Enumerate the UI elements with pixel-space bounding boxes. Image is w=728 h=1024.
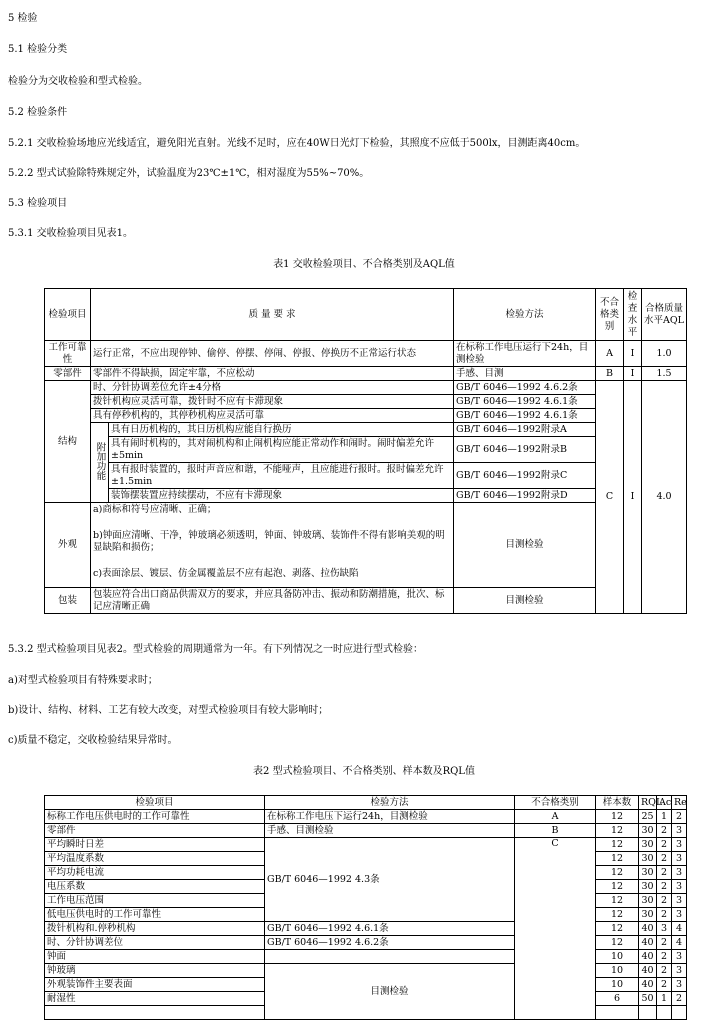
t2-re: 3 xyxy=(672,950,687,964)
t2-item: 平均瞬时日差 xyxy=(45,838,265,852)
t2-item: 时、分针协调差位 xyxy=(45,936,265,950)
t1-head-method: 检验方法 xyxy=(454,289,596,341)
t2-item: 工作电压范围 xyxy=(45,894,265,908)
t2-n: 12 xyxy=(596,824,639,838)
t2-head-cat: 不合格类别 xyxy=(515,796,596,810)
t1-head-req: 质 量 要 求 xyxy=(91,289,454,341)
t2-item: 拨针机构和.停秒机构 xyxy=(45,922,265,936)
t1-parts-item: 零部件 xyxy=(45,367,91,381)
text-5-3-2-c: c)质量不稳定，交收检验结果异常时。 xyxy=(8,735,178,746)
heading-5-3: 5.3 检验项目 xyxy=(8,198,68,209)
t1-sub-method-1: GB/T 6046—1992附录B xyxy=(454,437,596,463)
t2-head-method: 检验方法 xyxy=(265,796,515,810)
t1-sub-req-1: 具有闹时机构的，其对闹机构和止闹机构应能正常动作和闹时。闹时偏差允许±5min xyxy=(109,437,454,463)
text-5-2-2: 5.2.2 型式试验除特殊规定外，试验温度为23℃±1℃，相对湿度为55%~70%。 xyxy=(8,168,370,179)
t2-item: 外观装饰件主要表面 xyxy=(45,978,265,992)
t2-rql: 40 xyxy=(639,950,657,964)
t2-item: 电压系数 xyxy=(45,880,265,894)
t1-group-cat: C xyxy=(596,381,624,614)
t2-item: 耐湿性 xyxy=(45,992,265,1006)
t2-rql: 30 xyxy=(639,866,657,880)
t1-work-aql: 1.0 xyxy=(642,341,687,367)
t1-appearance-c: c)表面涂层、镀层、仿金属覆盖层不应有起泡、剥落、拉伤缺陷 xyxy=(93,568,359,579)
t1-parts-req: 零部件不得缺损，固定牢靠，不应松动 xyxy=(91,367,454,381)
t1-struct-method-0: GB/T 6046—1992 4.6.2条 xyxy=(454,381,596,395)
table1 xyxy=(44,288,687,614)
t1-sub-method-2: GB/T 6046—1992附录C xyxy=(454,463,596,489)
t2-item: 平均功耗电流 xyxy=(45,866,265,880)
t1-work-level: I xyxy=(624,341,642,367)
t2-n xyxy=(596,1006,639,1020)
table2-caption: 表2 型式检验项目、不合格类别、样本数及RQL值 xyxy=(253,766,475,777)
t2-re: 3 xyxy=(672,894,687,908)
t2-item: 钟玻璃 xyxy=(45,964,265,978)
table-row xyxy=(45,810,687,824)
table-row xyxy=(45,824,687,838)
t1-parts-level: I xyxy=(624,367,642,381)
t2-n: 12 xyxy=(596,838,639,852)
t1-struct-req-1: 拨针机构应灵活可靠，拨针时不应有卡滞现象 xyxy=(91,395,454,409)
t2-item xyxy=(45,1006,265,1020)
table-row xyxy=(45,838,687,852)
t1-appearance-b: b)钟面应清晰、干净，钟玻璃必须透明，钟面、钟玻璃、装饰件不得有影响美观的明显缺陷和损伤； xyxy=(93,530,445,553)
t2-rql: 30 xyxy=(639,824,657,838)
t2-n: 12 xyxy=(596,852,639,866)
t2-n: 12 xyxy=(596,880,639,894)
t2-n: 12 xyxy=(596,936,639,950)
t2-rql xyxy=(639,1006,657,1020)
t2-group-method-43: GB/T 6046—1992 4.3条 xyxy=(265,838,515,922)
t1-parts-method: 手感、目测 xyxy=(454,367,596,381)
t2-rql: 40 xyxy=(639,964,657,978)
t2-method: GB/T 6046—1992 4.6.2条 xyxy=(265,936,515,950)
t2-item: 零部件 xyxy=(45,824,265,838)
t2-re: 3 xyxy=(672,852,687,866)
t2-n: 10 xyxy=(596,978,639,992)
t2-rql: 40 xyxy=(639,936,657,950)
t2-re: 3 xyxy=(672,978,687,992)
t2-ac xyxy=(657,1006,672,1020)
t2-n: 12 xyxy=(596,866,639,880)
t2-ac: 2 xyxy=(657,908,672,922)
t1-struct-sub-text: 附加功能 xyxy=(94,441,106,480)
t2-cat: A xyxy=(515,810,596,824)
t2-rql: 30 xyxy=(639,894,657,908)
t1-sub-req-3: 装饰摆装置应持续摆动，不应有卡滞现象 xyxy=(109,489,454,503)
t1-sub-req-2: 具有报时装置的，报时声音应和谐，不能哑声，且应能进行报时。报时偏差允许±1.5min xyxy=(109,463,454,489)
t2-ac: 1 xyxy=(657,810,672,824)
t2-group-cat-c: C xyxy=(515,838,596,1020)
heading-5: 5 检验 xyxy=(8,13,38,24)
t2-ac: 2 xyxy=(657,950,672,964)
t1-head-level: 检查水平 xyxy=(624,289,642,341)
t1-sub-method-0: GB/T 6046—1992附录A xyxy=(454,423,596,437)
t2-item: 平均温度系数 xyxy=(45,852,265,866)
t2-rql: 30 xyxy=(639,908,657,922)
t2-cat: B xyxy=(515,824,596,838)
t1-group-level: I xyxy=(624,381,642,614)
text-5-1: 检验分为交收检验和型式检验。 xyxy=(8,76,148,87)
t1-appearance-req xyxy=(91,503,454,588)
t1-group-aql: 4.0 xyxy=(642,381,687,614)
t2-group-method-visual: 目测检验 xyxy=(265,964,515,1020)
t2-ac: 2 xyxy=(657,936,672,950)
t2-n: 12 xyxy=(596,922,639,936)
t2-ac: 2 xyxy=(657,824,672,838)
t1-appearance-method: 目测检验 xyxy=(454,503,596,588)
t1-appearance-item: 外观 xyxy=(45,503,91,588)
t1-sub-req-0: 具有日历机构的，其日历机构应能自行换历 xyxy=(109,423,454,437)
t2-item: 标称工作电压供电时的工作可靠性 xyxy=(45,810,265,824)
t2-n: 12 xyxy=(596,894,639,908)
t2-method: GB/T 6046—1992 4.6.1条 xyxy=(265,922,515,936)
t1-head-item: 检验项目 xyxy=(45,289,91,341)
t2-rql: 40 xyxy=(639,922,657,936)
t1-work-cat: A xyxy=(596,341,624,367)
t2-head-rql: RQL xyxy=(639,796,657,810)
t1-appearance-a: a)商标和符号应清晰、正确； xyxy=(93,504,217,515)
t2-item: 钟面 xyxy=(45,950,265,964)
t2-ac: 2 xyxy=(657,880,672,894)
t2-item: 低电压供电时的工作可靠性 xyxy=(45,908,265,922)
t2-ac: 2 xyxy=(657,866,672,880)
t2-n: 12 xyxy=(596,908,639,922)
t2-rql: 40 xyxy=(639,978,657,992)
t2-method: 手感、目测检验 xyxy=(265,824,515,838)
t1-sub-method-3: GB/T 6046—1992附录D xyxy=(454,489,596,503)
heading-5-1: 5.1 检验分类 xyxy=(8,44,68,55)
t1-struct-sub-label xyxy=(91,423,109,503)
t1-work-method: 在标称工作电压运行下24h，目测检验 xyxy=(454,341,596,367)
t2-head-item: 检验项目 xyxy=(45,796,265,810)
t2-re: 3 xyxy=(672,880,687,894)
t2-ac: 2 xyxy=(657,964,672,978)
t2-re: 4 xyxy=(672,922,687,936)
t1-struct-req-2: 具有停秒机构的，其停秒机构应灵活可靠 xyxy=(91,409,454,423)
text-5-3-2-b: b)设计、结构、材料、工艺有较大改变，对型式检验项目有较大影响时； xyxy=(8,705,329,716)
t1-struct-method-2: GB/T 6046—1992 4.6.1条 xyxy=(454,409,596,423)
t2-ac: 1 xyxy=(657,992,672,1006)
t2-rql: 30 xyxy=(639,838,657,852)
t2-n: 10 xyxy=(596,964,639,978)
t1-work-req: 运行正常，不应出现停钟、偷停、停摆、停闹、停报、停换历不正常运行状态 xyxy=(91,341,454,367)
t2-head-ac: Ac xyxy=(657,796,672,810)
t2-re: 3 xyxy=(672,964,687,978)
text-5-3-1: 5.3.1 交收检验项目见表1。 xyxy=(8,228,133,239)
t2-re: 3 xyxy=(672,824,687,838)
t2-head-n: 样本数 xyxy=(596,796,639,810)
text-5-2-1: 5.2.1 交收检验场地应光线适宜，避免阳光直射。光线不足时，应在40W日光灯下检验，其照度不应低于500lx，目测距离40cm。 xyxy=(8,138,586,149)
t2-ac: 2 xyxy=(657,894,672,908)
t2-rql: 25 xyxy=(639,810,657,824)
table2 xyxy=(44,795,687,1020)
t1-work-item: 工作可靠性 xyxy=(45,341,91,367)
t2-rql: 30 xyxy=(639,852,657,866)
t1-pack-method: 目测检验 xyxy=(454,588,596,614)
text-5-3-2-a: a)对型式检验项目有特殊要求时； xyxy=(8,675,158,686)
t2-method xyxy=(265,950,515,964)
t2-re: 3 xyxy=(672,908,687,922)
t2-rql: 50 xyxy=(639,992,657,1006)
t1-parts-aql: 1.5 xyxy=(642,367,687,381)
t1-parts-cat: B xyxy=(596,367,624,381)
t2-rql: 30 xyxy=(639,880,657,894)
t2-n: 6 xyxy=(596,992,639,1006)
t1-head-cat: 不合格类别 xyxy=(596,289,624,341)
t2-re: 2 xyxy=(672,810,687,824)
t1-pack-item: 包装 xyxy=(45,588,91,614)
table1-caption: 表1 交收检验项目、不合格类别及AQL值 xyxy=(273,259,455,270)
t2-n: 12 xyxy=(596,810,639,824)
t2-method: 在标称工作电压下运行24h，目测检验 xyxy=(265,810,515,824)
t1-struct-req-0: 时、分针协调差位允许±4分格 xyxy=(91,381,454,395)
t2-ac: 2 xyxy=(657,852,672,866)
t2-re: 2 xyxy=(672,992,687,1006)
t2-head-re: Re xyxy=(672,796,687,810)
t2-ac: 2 xyxy=(657,978,672,992)
heading-5-2: 5.2 检验条件 xyxy=(8,107,68,118)
t1-head-aql: 合格质量水平AQL xyxy=(642,289,687,341)
t2-ac: 3 xyxy=(657,922,672,936)
t2-ac: 2 xyxy=(657,838,672,852)
text-5-3-2: 5.3.2 型式检验项目见表2。型式检验的周期通常为一年。有下列情况之一时应进行型式检验： xyxy=(8,644,423,655)
t2-n: 10 xyxy=(596,950,639,964)
t1-pack-req: 包装应符合出口商品供需双方的要求，并应具备防冲击、振动和防潮措施，批次、标记应清晰正确 xyxy=(91,588,454,614)
t1-struct-method-1: GB/T 6046—1992 4.6.1条 xyxy=(454,395,596,409)
t2-re: 3 xyxy=(672,838,687,852)
t1-struct-item: 结构 xyxy=(45,381,91,503)
t2-re xyxy=(672,1006,687,1020)
t2-re: 3 xyxy=(672,866,687,880)
t2-re: 4 xyxy=(672,936,687,950)
